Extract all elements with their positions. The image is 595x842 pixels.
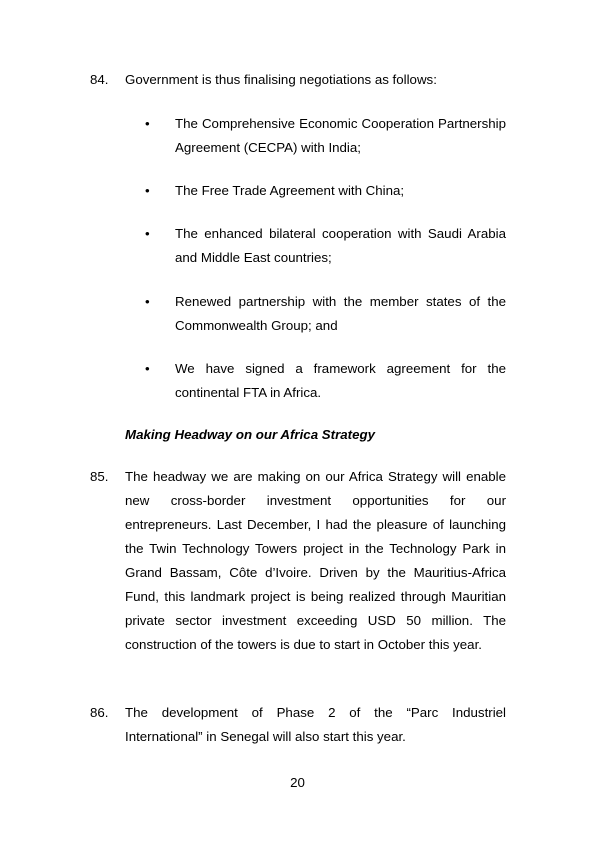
bullet-icon: •	[145, 183, 150, 198]
paragraph-84	[90, 68, 506, 92]
section-heading: Making Headway on our Africa Strategy	[125, 427, 375, 442]
bullet-item	[145, 112, 506, 160]
bullet-text: Renewed partnership with the member states of the Commonwealth Group; and	[175, 294, 506, 333]
bullet-text: The Comprehensive Economic Cooperation Partnership Agreement (CECPA) with India;	[175, 116, 506, 155]
bullet-icon: •	[145, 226, 150, 241]
bullet-text: We have signed a framework agreement for the continental FTA in Africa.	[175, 361, 506, 400]
bullet-icon: •	[145, 294, 150, 309]
paragraph-86	[90, 701, 506, 749]
bullet-text: The Free Trade Agreement with China;	[175, 183, 405, 198]
bullet-item	[145, 222, 506, 270]
paragraph-text: Government is thus finalising negotiations as follows:	[125, 72, 437, 87]
paragraph-number: 86.	[90, 705, 109, 720]
paragraph-text: The headway we are making on our Africa Strategy will enable new cross-border investment opportunities for our entrepreneurs. Last December, I had the pleasure of launching the Twin Technology Towers project in the Technology Park in Grand Bassam, Côte d’Ivoire. Driven by the Mauritius-Africa Fund, this landmark project is being realized through Mauritian private sector investment exceeding USD 50 million. The construction of the towers is due to start in October this year.	[125, 469, 506, 652]
bullet-item	[145, 179, 506, 203]
paragraph-85	[90, 465, 506, 657]
bullet-text: The enhanced bilateral cooperation with Saudi Arabia and Middle East countries;	[175, 226, 506, 265]
page-number: 20	[290, 775, 305, 790]
paragraph-number: 85.	[90, 469, 109, 484]
bullet-icon: •	[145, 361, 150, 376]
bullet-item	[145, 290, 506, 338]
bullet-item	[145, 357, 506, 405]
bullet-icon: •	[145, 116, 150, 131]
paragraph-number: 84.	[90, 72, 109, 87]
paragraph-text: The development of Phase 2 of the “Parc Industriel International” in Senegal will also start this year.	[125, 705, 506, 744]
